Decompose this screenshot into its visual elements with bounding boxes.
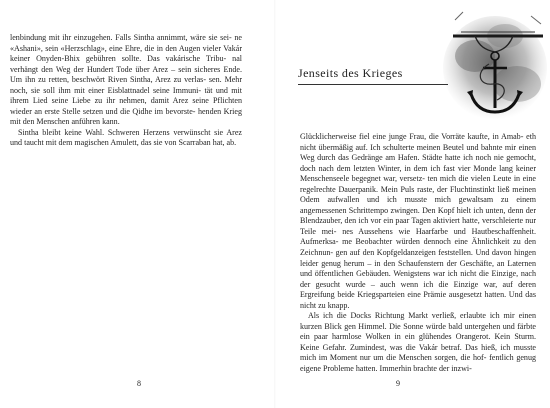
right-page xyxy=(275,0,550,408)
text-line: tät und mit ihrem Lied seine Liebe zu ihr nehmen, damit Arez seine xyxy=(10,85,242,106)
text-line: genug herum – in den Schaufenstern der Geschäfte, an Laternen xyxy=(321,258,537,268)
page-number: 9 xyxy=(396,379,400,388)
text-line: ich musste mich gewaltsam zu einem angemessenen Schrittempo xyxy=(300,195,536,215)
text-line: Pflichten wieder an erste Stelle setzen und die Qidhe im bevorste- xyxy=(10,96,243,116)
text-line: kurzen Blick gen Himmel. Die Sonne würde bald untergehen und xyxy=(300,321,515,331)
text-line: Als ich die Docks Richtung Markt verließ, erlaubte ich mir einen xyxy=(308,311,536,321)
right-body-text xyxy=(300,132,536,375)
text-line: ab. xyxy=(226,138,237,148)
right-paragraph-1 xyxy=(300,132,536,311)
text-line: Sintha bleibt keine Wahl. Schweren Herzens verwünscht sie Arez xyxy=(18,127,242,137)
text-line: ich vor ein paar Tagen aktiviert hatte, verschleierte nur Teile mei- xyxy=(300,216,536,236)
text-line: eth nicht übermäßig auf. Ich schulterte meinen Beutel und bahnte xyxy=(300,132,536,152)
text-line: Vakár keiner Onyden-Bhix gebühren sollte. Das vakárische Tribu- xyxy=(10,43,243,64)
text-line: fentlich genug eigene Probleme hatten. Immerhin brachte der inzwi- xyxy=(300,353,536,374)
text-line: henden Krieg mit den Menschen anführen kann. xyxy=(10,106,242,127)
left-body-text xyxy=(10,33,242,149)
right-paragraph-2 xyxy=(300,311,536,374)
text-line: färbte ein paar harmlose Wolken in ein glühendes Orangerot. Kein xyxy=(300,321,536,342)
text-line: nes Aussehens wie Haarfarbe und Hautbeschaffenheit. Aufmerksa- xyxy=(300,226,536,247)
text-line: ich musste mich im Moment nur um die Menschen sorgen, die hof- xyxy=(300,342,537,363)
page-number: 8 xyxy=(137,379,141,388)
text-line: gen auf den Kopfgeldanzeigen feststellen. Und davon hingen leider xyxy=(300,248,536,268)
text-line: und öffentlichen Gebäuden. Wenigstens war ich nicht die Einzige, xyxy=(300,269,519,279)
text-line: das nicht zu knapp. xyxy=(300,290,536,310)
text-line: ne «Ashani», sein «Herzschlag», eine Ehre, die in den Augen vieler xyxy=(10,33,242,53)
text-line: Ende. Um ihn zu retten, beschwört Riven Sintha, Arez zu verlas- xyxy=(10,64,243,85)
text-line: und taucht mit dem magischen Amulett, das sie von Scarraban hat, xyxy=(10,138,225,148)
text-line: vier Monde lang keiner Menschenseele begegnet war, versetz- xyxy=(300,163,537,184)
text-line: Sturm. Keine Gefahr. Zumindest, was die Vakár betraf. Das hieß, xyxy=(300,332,536,352)
left-paragraph-1 xyxy=(10,33,242,128)
text-line: sen. Mehr noch, sie soll ihm mit einer Eisblattnadel seine Immuni- xyxy=(10,75,242,95)
text-line: mir einen Weg durch das Gedränge am Hafen. Städte hatte ich xyxy=(300,142,536,163)
text-line: Glücklicherweise fiel eine junge Frau, die Vorräte kaufte, in Amab- xyxy=(300,132,524,141)
text-line: zwingen. Den Kopf hielt ich unten, denn der Blendzauber, den xyxy=(300,205,536,226)
chapter-title-underline xyxy=(298,84,448,85)
text-line: noch nie gemocht, doch nach dem letzten Winter, in dem ich fast xyxy=(300,153,537,173)
left-paragraph-2 xyxy=(10,128,242,149)
text-line: nal verhängt den Weg der Hundert Tode über Arez – sein sicheres xyxy=(10,54,243,74)
text-line: Puls raste, der Fluchtinstinkt ließ meinen Odem aufwallen und xyxy=(300,184,536,205)
chapter-title-text: Jenseits des Krieges xyxy=(298,66,403,80)
text-line: Ergreifung beide Kriegsparteien eine Prämie ausgesetzt hatten. Und xyxy=(300,290,523,300)
text-line: lenbindung mit ihr einzugehen. Falls Sintha annimmt, wäre sie sei- xyxy=(10,33,232,42)
text-line: nach der gesucht wurde – auch wenn ich die Einzige war, auf deren xyxy=(300,269,537,289)
chapter-title xyxy=(298,66,468,81)
text-line: ten mich die vielen Leute in eine regelrechte Dauerpanik. Mein xyxy=(300,174,536,194)
text-line: me Beobachter würden dennoch eine Ähnlichkeit zu den Zeichnun- xyxy=(300,237,536,258)
